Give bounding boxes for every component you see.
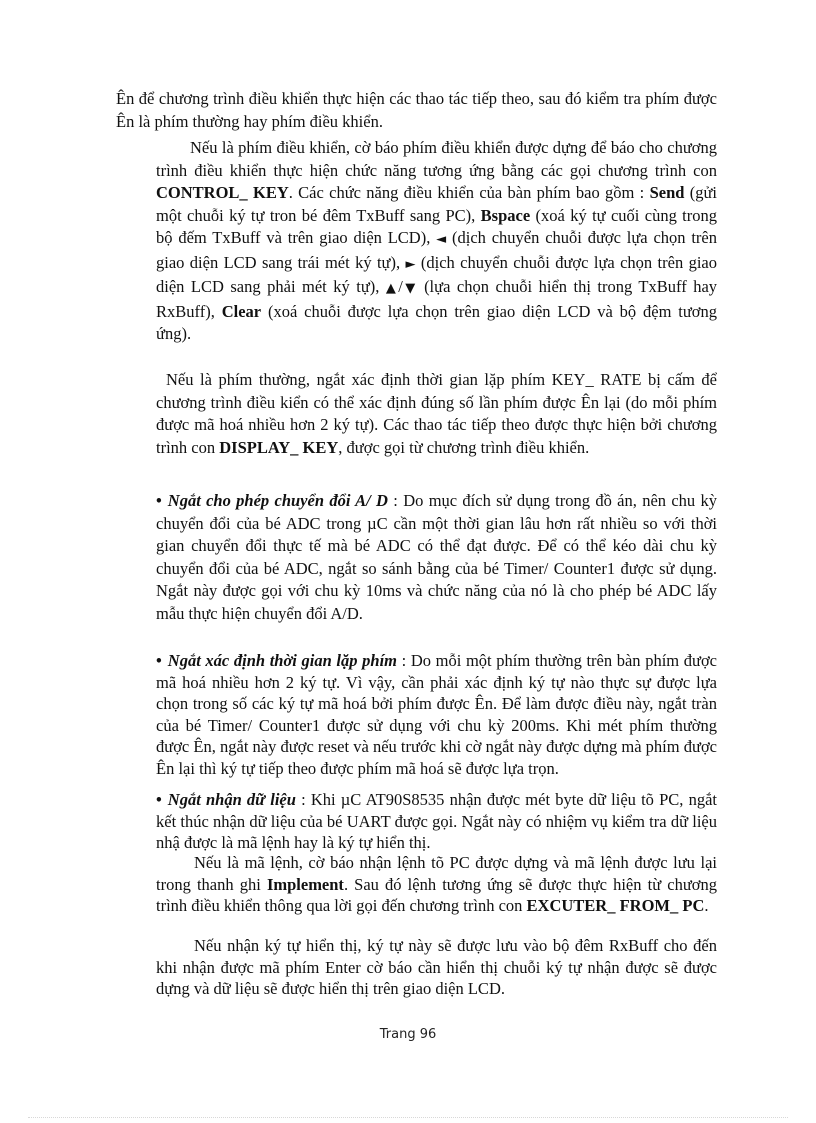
control-key-term: CONTROL_ KEY: [156, 183, 289, 202]
paragraph-intro: Ên để chương trình điều khiển thực hiện các thao tác tiếp theo, sau đó kiểm tra phím được Ên là phím thường hay phím điều khiển.: [116, 89, 717, 131]
paragraph-rxbuff: Nếu nhận ký tự hiển thị, ký tự này sẽ được lưu vào bộ đêm RxBuff cho đến khi nhận được mã phím Enter cờ báo cần hiển thị chuỗi ký tự nhận được sẽ được dựng và dữ liệu sẽ được hiển thị trên giao diện LCD.: [156, 936, 717, 998]
clear-term: Clear: [221, 301, 262, 321]
bullet-title-receive: Ngắt nhận dữ liệu: [167, 790, 296, 809]
send-term: Send: [649, 183, 685, 202]
display-key-term: DISPLAY_ KEY: [219, 437, 339, 457]
bullet-icon: •: [156, 491, 162, 510]
bullet-key-repeat-interrupt: • Ngắt xác định thời gian lặp phím : Do mỗi một phím thường trên bàn phím được mã hoá nhiều hơn 2 ký tự. Vì vậy, cần phải xác định ký tự nào thực sự được lựa chọn trong số các ký tự mã hoá bởi phím được Ên. Để làm được điều này, ngắt tràn của bé Timer/ Counter1 được sử dụng với chu kỳ 200ms. Khi mét phím thường được Ên, ngắt này được reset và nếu trước khi cờ ngắt này được dựng mà phím được Ên lại thì ký tự tiếp theo được phím mã hoá sẽ được lựa trọn.: [156, 651, 717, 778]
excuter-from-pc-term: EXCUTER_ FROM_ PC: [526, 896, 705, 915]
bspace-term: Bspace: [480, 205, 531, 225]
paragraph-display-key: Nếu là phím thường, ngắt xác định thời gian lặp phím KEY_ RATE bị cấm để chương trình điều kiển có thể xác định đúng số lần phím được Ên lại (do mỗi phím được mã hoá nhiều hơn 2 ký tự). Các thao tác tiếp theo được thực hiện bởi chương trình con DISPLAY_ KEY, được gọi từ chương trình điều khiển.: [156, 370, 717, 457]
arrow-right-icon: ►: [405, 256, 416, 272]
bullet-title-adc: Ngắt cho phép chuyển đổi A/ D: [167, 491, 388, 510]
paragraph-control-key: Nếu là phím điều khiển, cờ báo phím điều khiển được dựng để báo cho chương trình điều khiển thực hiện chức năng tương ứng bằng các gọi chương trình con CONTROL_ KEY. Các chức năng điều khiển của bàn phím bao gồm : Send (gửi một chuỗi ký tự tron bé đêm TxBuff sang PC), Bspace (xoá ký tự cuối cùng trong bộ đếm TxBuff và trên giao diện LCD), ◄ (dịch chuyển chuỗi được lựa chọn trên giao diện LCD sang trái mét ký tự), ► (dịch chuyển chuỗi được lựa chọn trên giao diện LCD sang phải mét ký tự), ▲/▼ (lựa chọn chuỗi hiển thị trong TxBuff hay RxBuff), Clear (xoá chuỗi được lựa chọn trên giao diện LCD và bộ đệm tương ứng).: [156, 138, 718, 343]
bullet-title-key-repeat: Ngắt xác định thời gian lặp phím: [167, 651, 397, 670]
implement-term: Implement: [266, 874, 344, 894]
arrow-down-icon: ▼: [402, 281, 418, 296]
page-border-dotted: [28, 1117, 788, 1118]
bullet-adc-interrupt: • Ngắt cho phép chuyển đổi A/ D : Do mục đích sử dụng trong đồ án, nên chu kỳ chuyển đổi của bé ADC trong µC cần một thời gian lâu hơn rất nhiều so với thời gian chuyển đổi thực tế mà bé ADC có thể đạt được. Để có thể kéo dài chu kỳ chuyển đổi của bé ADC, ngắt so sánh bằng của bé Timer/ Counter1 được sử dụng. Ngắt này được gọi với chu kỳ 10ms và chức năng của nó là cho phép bé ADC lấy mẫu thực hiện chuyển đổi A/D.: [156, 491, 717, 623]
bullet-icon: •: [156, 790, 162, 809]
page-number: Trang 96: [379, 1027, 437, 1042]
bullet-icon: •: [156, 651, 162, 670]
paragraph-implement: Nếu là mã lệnh, cờ báo nhận lệnh tõ PC được dựng và mã lệnh được lưu lại trong thanh ghi Implement. Sau đó lệnh tương ứng sẽ được thực hiện từ chương trình điều khiển thông qua lời gọi đến chương trình con EXCUTER_ FROM_ PC.: [156, 853, 717, 915]
bullet-receive-interrupt: • Ngắt nhận dữ liệu : Khi µC AT90S8535 nhận được mét byte dữ liệu tõ PC, ngắt kết thúc nhận dữ liệu của bé UART được gọi. Ngắt này có nhiệm vụ kiểm tra dữ liệu nhậ được là mã lệnh hay là ký tự hiển thị.: [156, 790, 717, 852]
arrow-up-icon: ▲: [385, 281, 399, 296]
arrow-left-icon: ◄: [436, 232, 447, 247]
